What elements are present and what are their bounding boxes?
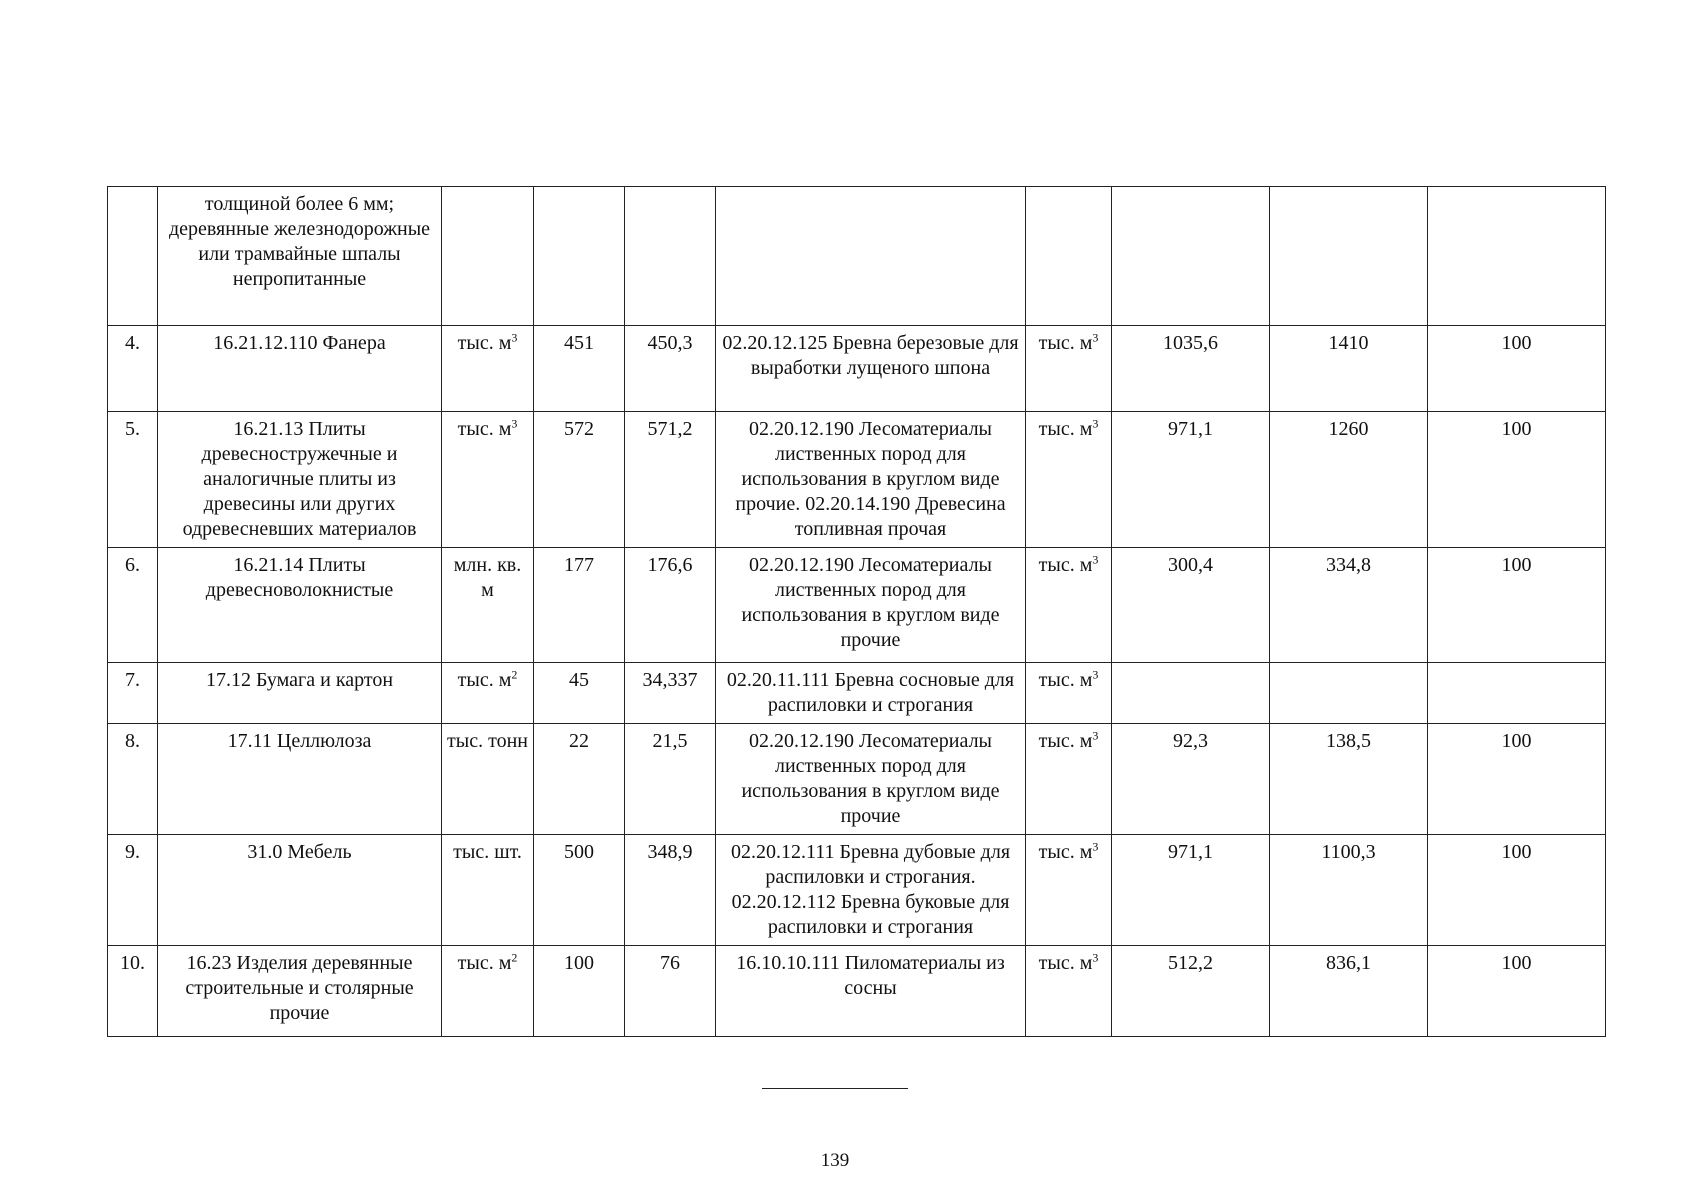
value-cell: 177: [534, 548, 625, 663]
value-cell: [1112, 663, 1270, 724]
resource-unit-cell: [1026, 835, 1112, 946]
value-cell: 1260: [1270, 412, 1428, 548]
table-row: [108, 187, 1606, 326]
row-number-cell: 8.: [108, 724, 158, 835]
resource-unit-cell: [1026, 548, 1112, 663]
table-body: [108, 187, 1606, 1037]
resource-cell: 02.20.11.111 Бревна сосновые для распиловки и строгания: [716, 663, 1026, 724]
row-number-cell: [108, 187, 158, 326]
unit-text: тыс. м: [1038, 952, 1093, 974]
value-cell: 176,6: [625, 548, 716, 663]
page-number: 139: [820, 1150, 850, 1171]
value-cell: 45: [534, 663, 625, 724]
value-cell: 100: [534, 946, 625, 1037]
product-unit-cell: [442, 548, 534, 663]
row-number-cell: 5.: [108, 412, 158, 548]
product-cell: 17.12 Бумага и картон: [158, 663, 442, 724]
value-cell: [1428, 663, 1606, 724]
unit-exponent: 3: [1092, 330, 1099, 345]
value-cell: 971,1: [1112, 835, 1270, 946]
unit-text: млн. кв. м: [453, 554, 522, 601]
product-unit-cell: [442, 663, 534, 724]
value-cell: 34,337: [625, 663, 716, 724]
unit-exponent: 3: [1092, 839, 1099, 854]
unit-exponent: 3: [511, 330, 518, 345]
unit-text: тыс. шт.: [453, 841, 522, 863]
product-unit-cell: [442, 946, 534, 1037]
value-cell: 300,4: [1112, 548, 1270, 663]
value-cell: 1410: [1270, 326, 1428, 412]
product-cell: толщиной более 6 мм; деревянные железнодорожные или трамвайные шпалы непропитанные: [158, 187, 442, 326]
unit-text: тыс. м: [1038, 730, 1093, 752]
unit-exponent: 3: [511, 416, 518, 431]
value-cell: 334,8: [1270, 548, 1428, 663]
table-row: [108, 412, 1606, 548]
value-cell: 21,5: [625, 724, 716, 835]
value-cell: [1270, 663, 1428, 724]
value-cell: 138,5: [1270, 724, 1428, 835]
unit-text: тыс. м: [1038, 841, 1093, 863]
value-cell: 92,3: [1112, 724, 1270, 835]
unit-exponent: 3: [1092, 667, 1099, 682]
resource-unit-cell: [1026, 187, 1112, 326]
unit-exponent: 2: [511, 950, 518, 965]
product-unit-cell: [442, 412, 534, 548]
value-cell: 1035,6: [1112, 326, 1270, 412]
unit-text: тыс. тонн: [447, 730, 528, 752]
value-cell: [625, 187, 716, 326]
value-cell: 836,1: [1270, 946, 1428, 1037]
value-cell: 100: [1428, 724, 1606, 835]
table-row: [108, 724, 1606, 835]
product-unit-cell: [442, 326, 534, 412]
unit-text: тыс. м: [1038, 669, 1093, 691]
value-cell: 512,2: [1112, 946, 1270, 1037]
resource-unit-cell: [1026, 724, 1112, 835]
unit-text: тыс. м: [1038, 332, 1093, 354]
resource-unit-cell: [1026, 946, 1112, 1037]
value-cell: 100: [1428, 548, 1606, 663]
resource-cell: 02.20.12.190 Лесоматериалы лиственных пород для использования в круглом виде прочие: [716, 548, 1026, 663]
value-cell: [1112, 187, 1270, 326]
table-row: [108, 946, 1606, 1037]
value-cell: 76: [625, 946, 716, 1037]
row-number-cell: 10.: [108, 946, 158, 1037]
value-cell: 500: [534, 835, 625, 946]
value-cell: [534, 187, 625, 326]
unit-text: тыс. м: [457, 332, 512, 354]
product-unit-cell: [442, 724, 534, 835]
value-cell: [1270, 187, 1428, 326]
resource-unit-cell: [1026, 412, 1112, 548]
value-cell: 348,9: [625, 835, 716, 946]
row-number-cell: 7.: [108, 663, 158, 724]
value-cell: 572: [534, 412, 625, 548]
resource-cell: 02.20.12.111 Бревна дубовые для распиловки и строгания. 02.20.12.112 Бревна буковые для распиловки и строгания: [716, 835, 1026, 946]
unit-text: тыс. м: [457, 669, 512, 691]
row-number-cell: 4.: [108, 326, 158, 412]
value-cell: [1428, 187, 1606, 326]
value-cell: 971,1: [1112, 412, 1270, 548]
value-cell: 100: [1428, 946, 1606, 1037]
value-cell: 1100,3: [1270, 835, 1428, 946]
value-cell: 100: [1428, 326, 1606, 412]
product-cell: 16.21.14 Плиты древесноволокнистые: [158, 548, 442, 663]
resource-unit-cell: [1026, 326, 1112, 412]
unit-text: тыс. м: [1038, 554, 1093, 576]
table-row: [108, 663, 1606, 724]
value-cell: 100: [1428, 835, 1606, 946]
unit-exponent: 3: [1092, 950, 1099, 965]
value-cell: 22: [534, 724, 625, 835]
unit-exponent: 3: [1092, 728, 1099, 743]
product-cell: 16.21.13 Плиты древесностружечные и аналогичные плиты из древесины или других одревесневших материалов: [158, 412, 442, 548]
resource-unit-cell: [1026, 663, 1112, 724]
table-row: [108, 835, 1606, 946]
product-cell: 16.23 Изделия деревянные строительные и столярные прочие: [158, 946, 442, 1037]
data-table: [107, 186, 1606, 1037]
table-row: [108, 326, 1606, 412]
product-cell: 17.11 Целлюлоза: [158, 724, 442, 835]
table-row: [108, 548, 1606, 663]
footer-divider: [762, 1088, 908, 1089]
row-number-cell: 9.: [108, 835, 158, 946]
resource-cell: 02.20.12.125 Бревна березовые для выработки лущеного шпона: [716, 326, 1026, 412]
value-cell: 571,2: [625, 412, 716, 548]
product-cell: 31.0 Мебель: [158, 835, 442, 946]
resource-cell: 02.20.12.190 Лесоматериалы лиственных пород для использования в круглом виде прочие: [716, 724, 1026, 835]
row-number-cell: 6.: [108, 548, 158, 663]
unit-exponent: 3: [1092, 552, 1099, 567]
unit-text: тыс. м: [1038, 418, 1093, 440]
unit-exponent: 3: [1092, 416, 1099, 431]
unit-text: тыс. м: [457, 418, 512, 440]
product-unit-cell: [442, 835, 534, 946]
product-unit-cell: [442, 187, 534, 326]
value-cell: 100: [1428, 412, 1606, 548]
resource-cell: 16.10.10.111 Пиломатериалы из сосны: [716, 946, 1026, 1037]
unit-text: тыс. м: [457, 952, 512, 974]
value-cell: 450,3: [625, 326, 716, 412]
unit-exponent: 2: [511, 667, 518, 682]
value-cell: 451: [534, 326, 625, 412]
resource-cell: 02.20.12.190 Лесоматериалы лиственных пород для использования в круглом виде прочие. 02.20.14.190 Древесина топливная прочая: [716, 412, 1026, 548]
resource-cell: [716, 187, 1026, 326]
product-cell: 16.21.12.110 Фанера: [158, 326, 442, 412]
